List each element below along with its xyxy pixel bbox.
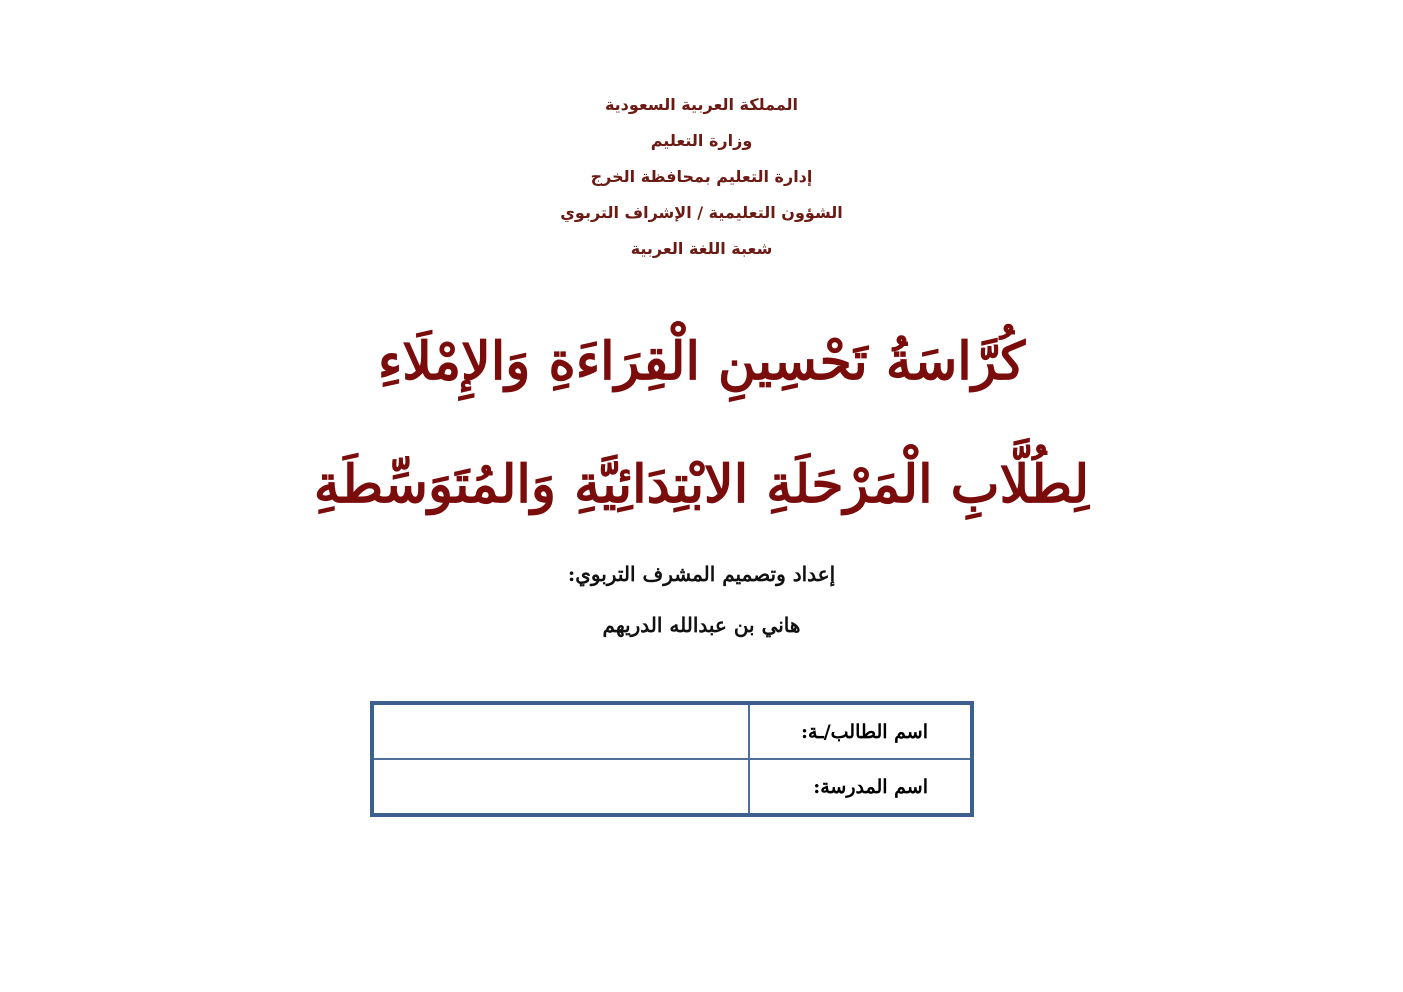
table-row-student-name [372,703,972,759]
student-name-label: اسم الطالب/ـة: [749,703,972,759]
header-line-department: الشؤون التعليمية / الإشراف التربوي [560,203,843,222]
student-info-table [370,701,974,817]
header-line-country: المملكة العربية السعودية [604,95,799,114]
table-row-school-name [372,759,972,815]
document-title-line-2: لِطُلَّابِ الْمَرْحَلَةِ الابْتِدَائِيَّةِ وَالمُتَوَسِّطَةِ [313,454,1090,515]
prepared-by-label: إعداد وتصميم المشرف التربوي: [567,562,836,586]
school-name-field[interactable] [372,759,749,815]
school-name-label: اسم المدرسة: [749,759,972,815]
header-line-ministry: وزارة التعليم [650,131,753,150]
institution-header [0,92,1403,272]
student-name-field[interactable] [372,703,749,759]
header-line-directorate: إدارة التعليم بمحافظة الخرج [590,167,813,186]
document-title-line-1: كُرَّاسَةُ تَحْسِينِ الْقِرَاءَةِ وَالإِمْلَاءِ [377,331,1026,392]
author-name: هاني بن عبدالله الدريهم [602,613,801,637]
header-line-section: شعبة اللغة العربية [630,239,773,258]
